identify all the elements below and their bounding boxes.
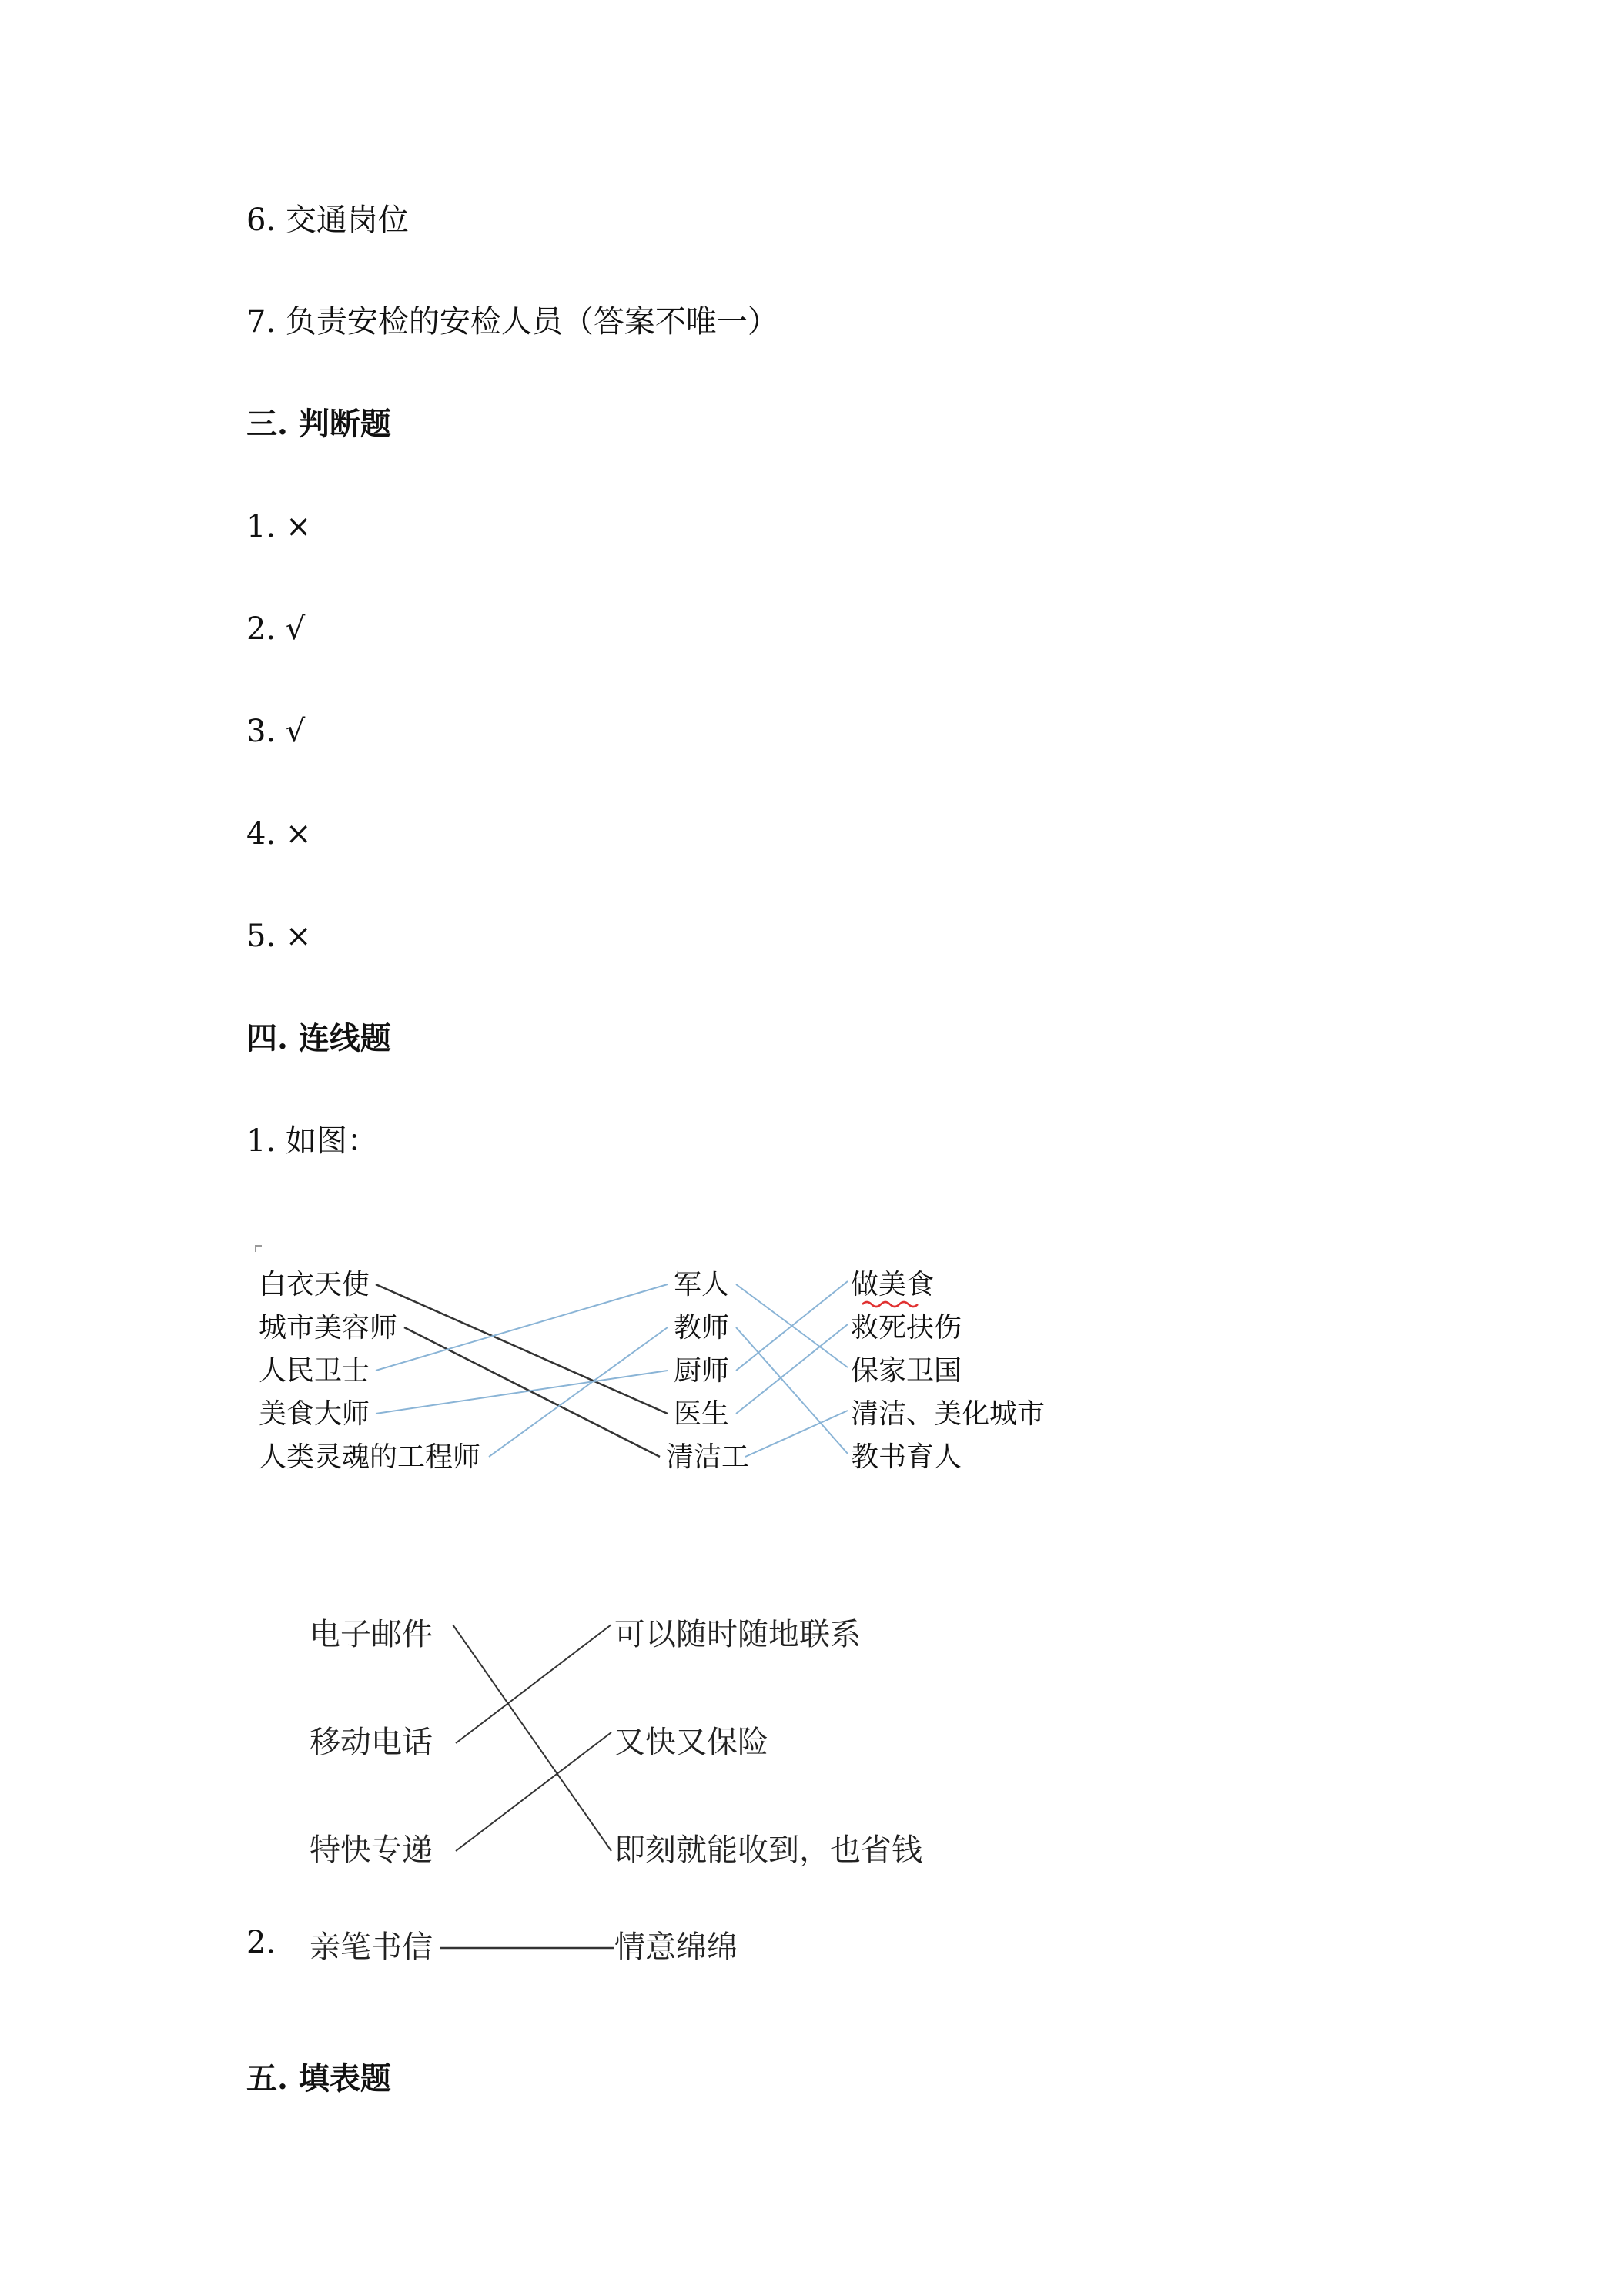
comm-bottom-right: 情意绵绵 — [614, 1930, 738, 1965]
matching-figure-1 — [246, 1240, 1109, 1494]
right-item-1: 做美食 — [851, 1269, 935, 1300]
right-item-5: 教书育人 — [851, 1441, 962, 1473]
connector-middle-2 — [736, 1327, 848, 1454]
connector-middle-3 — [736, 1281, 848, 1371]
right-item-2: 救死扶伤 — [851, 1312, 962, 1344]
section-title-judgement: 三. 判断题 — [246, 406, 391, 442]
corner-mark — [256, 1246, 262, 1252]
comm-right-item-2: 又快又保险 — [614, 1725, 768, 1760]
comm-left-item-3: 特快专递 — [310, 1832, 433, 1868]
answer-7: 7. 负责安检的安检人员（答案不唯一） — [246, 304, 778, 340]
comm-connector-3 — [456, 1732, 611, 1851]
spellcheck-squiggle — [862, 1302, 918, 1307]
comm-right-item-1: 可以随时随地联系 — [614, 1617, 861, 1652]
comm-connector-1 — [453, 1625, 611, 1851]
answer-6: 6. 交通岗位 — [246, 202, 409, 238]
judgement-answer-4: 4. × — [246, 816, 312, 852]
left-item-4: 美食大师 — [259, 1398, 370, 1430]
left-item-5: 人类灵魂的工程师 — [259, 1441, 481, 1473]
connector-middle-5 — [745, 1411, 848, 1457]
connector-middle-4 — [736, 1324, 848, 1414]
matching-answer-1: 1. 如图： — [246, 1123, 378, 1159]
connector-left-3 — [376, 1284, 668, 1371]
section-title-matching: 四. 连线题 — [246, 1020, 391, 1056]
left-item-1: 白衣天使 — [259, 1269, 370, 1300]
matching-answer-2-number: 2. — [246, 1925, 276, 1960]
section-title-fill-table: 五. 填表题 — [246, 2060, 391, 2097]
middle-item-5: 清洁工 — [666, 1441, 750, 1473]
right-item-3: 保家卫国 — [851, 1355, 962, 1387]
comm-left-item-2: 移动电话 — [310, 1725, 433, 1760]
connector-left-2 — [404, 1327, 660, 1457]
left-item-3: 人民卫士 — [259, 1355, 370, 1387]
middle-item-3: 厨师 — [674, 1355, 730, 1387]
middle-item-1: 军人 — [674, 1269, 730, 1300]
comm-right-item-3: 即刻就能收到，也省钱 — [614, 1832, 922, 1868]
judgement-answer-1: 1. × — [246, 509, 312, 544]
judgement-answer-3: 3. √ — [246, 714, 306, 749]
middle-item-4: 医生 — [674, 1398, 730, 1430]
middle-item-2: 教师 — [674, 1312, 730, 1344]
judgement-answer-2: 2. √ — [246, 611, 306, 647]
connector-left-4 — [376, 1371, 668, 1414]
comm-left-item-1: 电子邮件 — [310, 1617, 433, 1652]
matching-figure-2 — [246, 1586, 1016, 1994]
judgement-answer-5: 5. × — [246, 919, 312, 954]
left-item-2: 城市美容师 — [259, 1312, 398, 1344]
right-item-4: 清洁、美化城市 — [851, 1398, 1046, 1430]
comm-bottom-left: 亲笔书信 — [310, 1930, 433, 1965]
comm-connector-2 — [456, 1625, 611, 1743]
connector-left-1 — [376, 1284, 668, 1414]
